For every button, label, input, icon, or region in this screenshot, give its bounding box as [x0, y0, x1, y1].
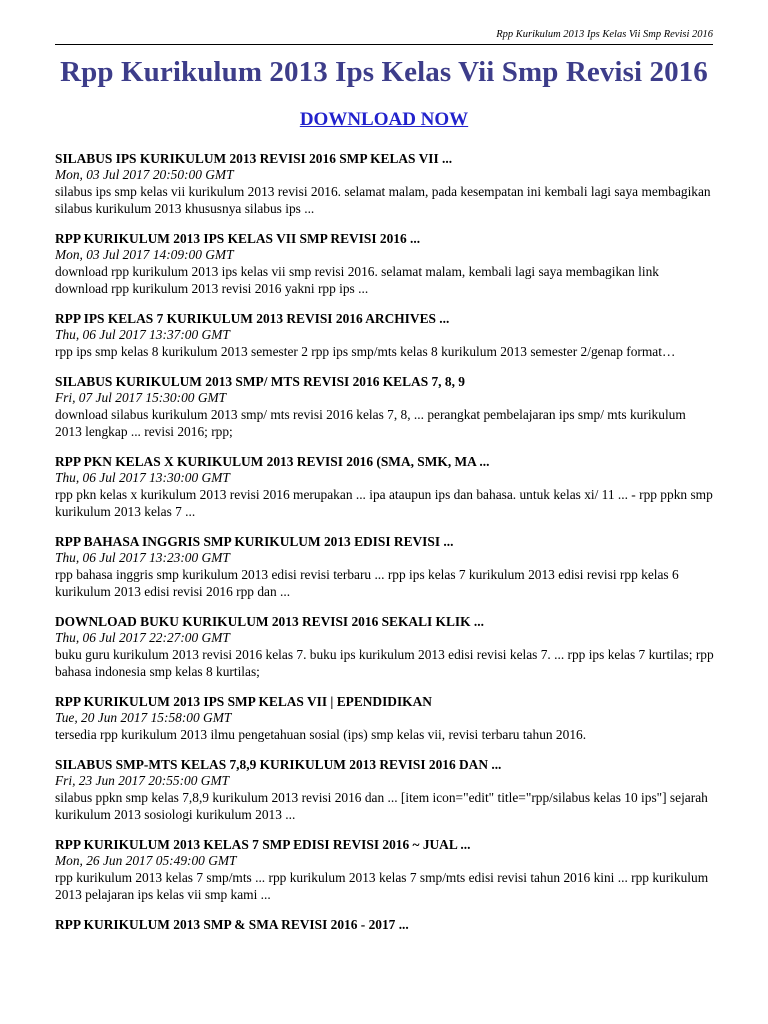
entry-snippet: rpp bahasa inggris smp kurikulum 2013 edisi revisi terbaru ... rpp ips kelas 7 kurikulum 2013 edisi revisi rpp kelas 6 kurikulum 2013 edisi revisi 2016 rpp dan ... [55, 567, 679, 599]
entry-title: RPP IPS KELAS 7 KURIKULUM 2013 REVISI 2016 ARCHIVES ... [55, 311, 450, 326]
entry-title: SILABUS KURIKULUM 2013 SMP/ MTS REVISI 2016 KELAS 7, 8, 9 [55, 374, 465, 389]
entry [55, 373, 715, 440]
download-now-link[interactable]: DOWNLOAD NOW [299, 109, 469, 130]
entry [55, 230, 715, 297]
entry-snippet: silabus ips smp kelas vii kurikulum 2013 revisi 2016. selamat malam, pada kesempatan ini kembali lagi saya membagikan silabus kurikulum 2013 khususnya silabus ips ... [55, 184, 711, 216]
entry-snippet: silabus ppkn smp kelas 7,8,9 kurikulum 2013 revisi 2016 dan ... [item icon="edit" title="rpp/silabus kelas 10 ips"] sejarah kurikulum 2013 sosiologi kurikulum 2013 ... [55, 790, 708, 822]
entry-date: Thu, 06 Jul 2017 13:37:00 GMT [55, 327, 230, 342]
entry-title: SILABUS SMP-MTS KELAS 7,8,9 KURIKULUM 2013 REVISI 2016 DAN ... [55, 757, 502, 772]
header-rule [55, 44, 713, 45]
entry-date: Fri, 07 Jul 2017 15:30:00 GMT [55, 390, 227, 405]
entry [55, 310, 715, 360]
entry-title: RPP PKN KELAS X KURIKULUM 2013 REVISI 2016 (SMA, SMK, MA ... [55, 454, 490, 469]
entry-date: Mon, 26 Jun 2017 05:49:00 GMT [55, 853, 237, 868]
entry-title: RPP KURIKULUM 2013 IPS KELAS VII SMP REVISI 2016 ... [55, 231, 421, 246]
download-area [0, 109, 768, 131]
entry [55, 613, 715, 680]
entry-title: RPP KURIKULUM 2013 IPS SMP KELAS VII | EPENDIDIKAN [55, 694, 432, 709]
entry-snippet: download rpp kurikulum 2013 ips kelas vii smp revisi 2016. selamat malam, kembali lagi saya membagikan link download rpp kurikulum 2013 revisi 2016 yakni rpp ips ... [55, 264, 659, 296]
entry-snippet: rpp pkn kelas x kurikulum 2013 revisi 2016 merupakan ... ipa ataupun ips dan bahasa. untuk kelas xi/ 11 ... - rpp ppkn smp kurikulum 2013 kelas 7 ... [55, 487, 713, 519]
entry-date: Thu, 06 Jul 2017 22:27:00 GMT [55, 630, 230, 645]
running-header: Rpp Kurikulum 2013 Ips Kelas Vii Smp Revisi 2016 [496, 29, 713, 40]
entry [55, 916, 715, 933]
entry-title: RPP KURIKULUM 2013 SMP & SMA REVISI 2016 - 2017 ... [55, 917, 409, 932]
entry-snippet: rpp ips smp kelas 8 kurikulum 2013 semester 2 rpp ips smp/mts kelas 8 kurikulum 2013 semester 2/genap format… [55, 344, 676, 359]
entry [55, 533, 715, 600]
entry-date: Fri, 23 Jun 2017 20:55:00 GMT [55, 773, 230, 788]
entry-snippet: download silabus kurikulum 2013 smp/ mts revisi 2016 kelas 7, 8, ... perangkat pembelajaran ips smp/ mts kurikulum 2013 lengkap ... revisi 2016; rpp; [55, 407, 686, 439]
entry-title: RPP BAHASA INGGRIS SMP KURIKULUM 2013 EDISI REVISI ... [55, 534, 454, 549]
entry-title: SILABUS IPS KURIKULUM 2013 REVISI 2016 SMP KELAS VII ... [55, 151, 453, 166]
entry [55, 150, 715, 217]
entry [55, 693, 715, 743]
entry-date: Mon, 03 Jul 2017 20:50:00 GMT [55, 167, 234, 182]
entry-list [55, 150, 715, 946]
entry-date: Mon, 03 Jul 2017 14:09:00 GMT [55, 247, 234, 262]
entry [55, 756, 715, 823]
entry-date: Tue, 20 Jun 2017 15:58:00 GMT [55, 710, 232, 725]
entry [55, 836, 715, 903]
entry-snippet: rpp kurikulum 2013 kelas 7 smp/mts ... rpp kurikulum 2013 kelas 7 smp/mts edisi revisi tahun 2016 kini ... rpp kurikulum 2013 pelajaran ips kelas vii smp kami ... [55, 870, 709, 902]
entry-date: Thu, 06 Jul 2017 13:23:00 GMT [55, 550, 230, 565]
entry-snippet: tersedia rpp kurikulum 2013 ilmu pengetahuan sosial (ips) smp kelas vii, revisi terbaru tahun 2016. [55, 727, 587, 742]
entry-snippet: buku guru kurikulum 2013 revisi 2016 kelas 7. buku ips kurikulum 2013 edisi revisi kelas 7. ... rpp ips kelas 7 kurtilas; rpp bahasa indonesia smp kelas 8 kurtilas; [55, 647, 714, 679]
document-title: Rpp Kurikulum 2013 Ips Kelas Vii Smp Revisi 2016 [60, 56, 708, 88]
entry-date: Thu, 06 Jul 2017 13:30:00 GMT [55, 470, 230, 485]
entry [55, 453, 715, 520]
entry-title: DOWNLOAD BUKU KURIKULUM 2013 REVISI 2016 SEKALI KLIK ... [55, 614, 484, 629]
entry-title: RPP KURIKULUM 2013 KELAS 7 SMP EDISI REVISI 2016 ~ JUAL ... [55, 837, 471, 852]
